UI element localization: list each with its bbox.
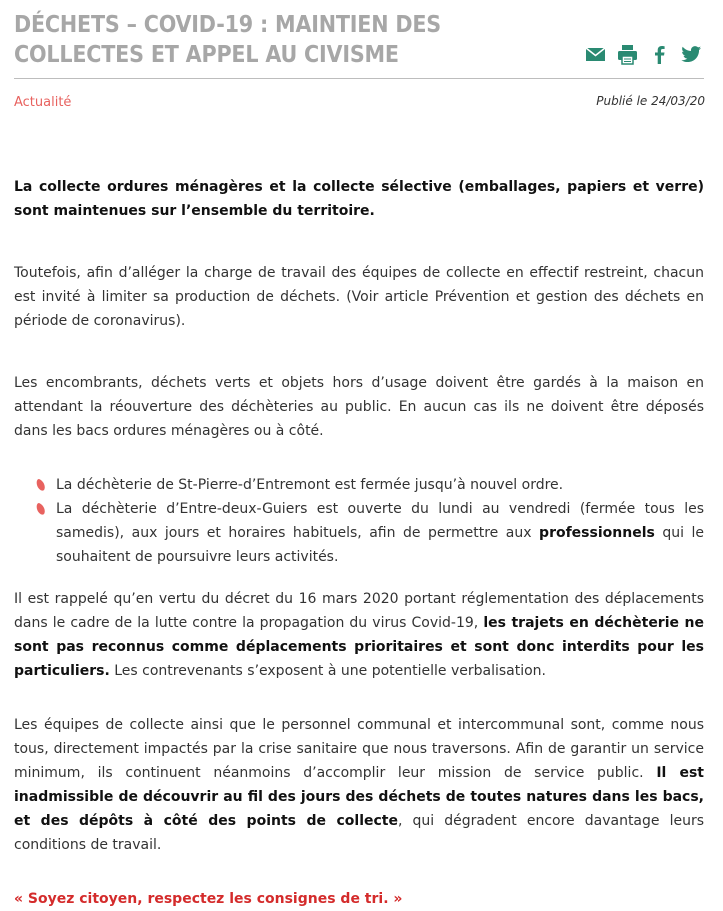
paragraph xyxy=(14,587,704,683)
list-item xyxy=(14,497,704,569)
page-title: DÉCHETS – COVID-19 : MAINTIEN DES COLLECTES ET APPEL AU CIVISME xyxy=(14,12,441,68)
list-item-emphasis: professionnels xyxy=(539,525,655,541)
leaf-bullet-icon xyxy=(36,479,46,491)
list-item-text: La déchèterie de St-Pierre-d’Entremont est fermée jusqu’à nouvel ordre. xyxy=(56,477,564,493)
list-item xyxy=(14,473,704,497)
paragraph-emphasis: Il est inadmissible de découvrir au fil des jours des déchets de toutes natures dans les bacs, et des dépôts à côté des points de collecte xyxy=(14,765,704,829)
paragraph: Les encombrants, déchets verts et objets hors d’usage doivent être gardés à la maison en attendant la réouverture des déchèteries au public. En aucun cas ils ne doivent être déposés dans les bacs ordures ménagères ou à côté. xyxy=(14,375,704,439)
paragraph-text: Il est rappelé qu’en vertu du décret du 16 mars 2020 portant réglementation des déplacements dans le cadre de la lutte contre la propagation du virus Covid-19, xyxy=(14,591,704,631)
paragraph-emphasis: les trajets en déchèterie ne sont pas reconnus comme déplacements prioritaires et sont donc interdits pour les particuliers. xyxy=(14,615,704,679)
publish-date: Publié le 24/03/20 xyxy=(596,94,705,108)
intro-paragraph: La collecte ordures ménagères et la collecte sélective (emballages, papiers et verre) sont maintenues sur l’ensemble du territoire. xyxy=(14,179,704,219)
paragraph-text: , qui dégradent encore davantage leurs conditions de travail. xyxy=(14,813,704,853)
list-item-text: qui le souhaitent de poursuivre leurs activités. xyxy=(56,525,704,565)
paragraph-text: Les équipes de collecte ainsi que le personnel communal et intercommunal sont, comme nous tous, directement impactés par la crise sanitaire que nous traversons. Afin de garantir un service minimum, ils continuent néanmoins d’accomplir leur mission de service public. xyxy=(14,717,704,781)
article-body xyxy=(14,175,704,911)
category-link[interactable]: Actualité xyxy=(14,95,72,110)
article-header xyxy=(14,10,704,79)
call-to-action: « Soyez citoyen, respectez les consignes de tri. » xyxy=(14,891,403,907)
print-icon[interactable] xyxy=(617,44,638,65)
dechetteries-list xyxy=(14,473,704,569)
mail-icon[interactable] xyxy=(585,44,606,65)
paragraph-text: Les contrevenants s’exposent à une potentielle verbalisation. xyxy=(109,663,546,679)
share-bar xyxy=(585,44,702,65)
twitter-icon[interactable] xyxy=(681,44,702,65)
facebook-icon[interactable] xyxy=(649,44,670,65)
paragraph xyxy=(14,713,704,857)
paragraph: Toutefois, afin d’alléger la charge de travail des équipes de collecte en effectif restreint, chacun est invité à limiter sa production de déchets. (Voir article Prévention et gestion des déchets en période de coronavirus). xyxy=(14,265,704,329)
list-item-text: La déchèterie d’Entre-deux-Guiers est ouverte du lundi au vendredi (fermée tous les samedis), aux jours et horaires habituels, afin de permettre aux xyxy=(56,501,704,541)
leaf-bullet-icon xyxy=(36,503,46,515)
